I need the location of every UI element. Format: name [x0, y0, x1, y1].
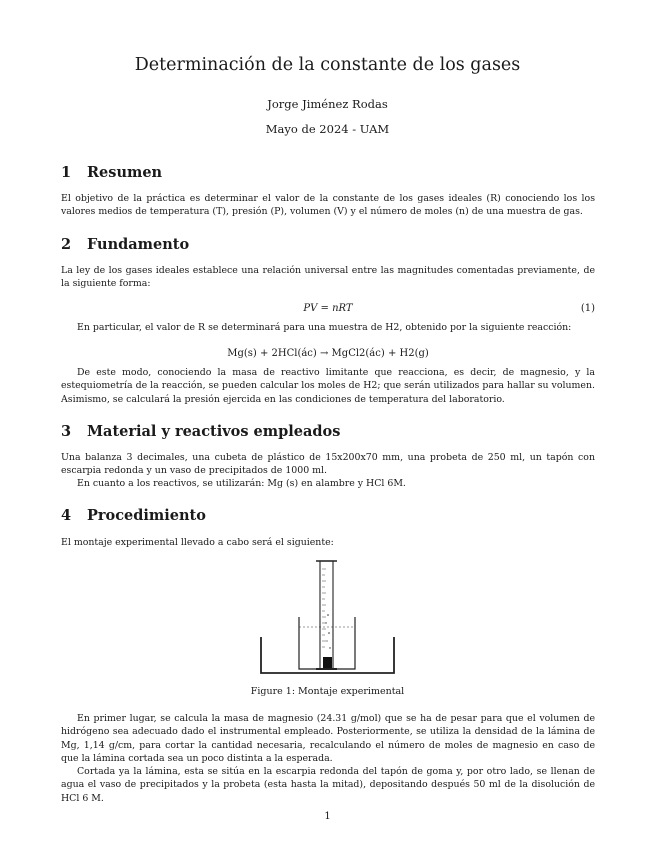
fundamento-paragraph-2: En particular, el valor de R se determinará para una muestra de H2, obtenido por la siguiente reacción: — [77, 322, 572, 333]
section-heading-procedimiento — [61, 507, 206, 524]
section-number: 4 — [61, 507, 72, 524]
experimental-setup-figure — [255, 553, 400, 678]
gas-bubbles — [325, 614, 330, 649]
equation-text: PV = nRT — [303, 303, 353, 314]
page-number: 1 — [324, 811, 331, 822]
section-title: Procedimiento — [87, 507, 206, 524]
section-title: Resumen — [87, 164, 163, 181]
section-title: Material y reactivos empleados — [87, 423, 341, 440]
section-heading-material — [61, 423, 340, 440]
document-title: Determinación de la constante de los gases — [134, 55, 521, 75]
figure-caption: Figure 1: Montaje experimental — [250, 686, 405, 697]
date: Mayo de 2024 - UAM — [265, 122, 390, 136]
fundamento-paragraph-1: La ley de los gases ideales establece una relación universal entre las magnitudes comentadas previamente, de la siguiente forma: — [61, 265, 595, 290]
reaction-equation: Mg(s) + 2HCl(ác) → MgCl2(ác) + H2(g) — [227, 348, 429, 359]
graduation-marks — [322, 569, 326, 647]
procedimiento-paragraph-2: En primer lugar, se calcula la masa de magnesio (24.31 g/mol) que se ha de pesar para que el volumen de hidrógeno sea adecuado dado el instrumental empleado. Posteriormente, se utiliza la densidad de la lámina de Mg, 1,14 g/cm, para cortar la cantidad necesaria, recalculando el número de moles de magnesio en caso de que la lámina cortada sea un poco distinta a la esperada. — [61, 713, 595, 764]
fundamento-paragraph-3: De este modo, conociendo la masa de reactivo limitante que reacciona, es decir, de magnesio, y la estequiometría de la reacción, se pueden calcular los moles de H2; que serán utilizados para hallar su volumen. Asimismo, se calculará la presión ejercida en las condiciones de temperatura del laboratorio. — [61, 367, 595, 405]
section-number: 2 — [61, 236, 72, 253]
section-number: 1 — [61, 164, 72, 181]
section-heading-resumen — [61, 164, 162, 181]
material-paragraph-2: En cuanto a los reactivos, se utilizarán: Mg (s) en alambre y HCl 6M. — [77, 478, 406, 489]
stopper-with-magnesium — [323, 657, 332, 668]
author: Jorge Jiménez Rodas — [267, 97, 388, 111]
procedimiento-paragraph-1: El montaje experimental llevado a cabo será el siguiente: — [61, 537, 334, 548]
material-paragraph-1: Una balanza 3 decimales, una cubeta de plástico de 15x200x70 mm, una probeta de 250 ml, un tapón con escarpia redonda y un vaso de precipitados de 1000 ml. — [61, 452, 595, 477]
equation-number: (1) — [580, 303, 595, 314]
section-title: Fundamento — [87, 236, 190, 253]
section-number: 3 — [61, 423, 72, 440]
resumen-paragraph: El objetivo de la práctica es determinar el valor de la constante de los gases ideales (R) conociendo los los valores medios de temperatura (T), presión (P), volumen (V) y el número de moles (n) de una muestra de gas. — [61, 193, 595, 218]
section-heading-fundamento — [61, 236, 189, 253]
procedimiento-paragraph-3: Cortada ya la lámina, esta se sitúa en la escarpia redonda del tapón de goma y, por otro lado, se llenan de agua el vaso de precipitados y la probeta (esta hasta la mitad), depositando después 50 ml de la disolución de HCl 6 M. — [61, 766, 595, 804]
graduated-cylinder — [320, 561, 333, 669]
equation-ideal-gas — [61, 303, 595, 314]
